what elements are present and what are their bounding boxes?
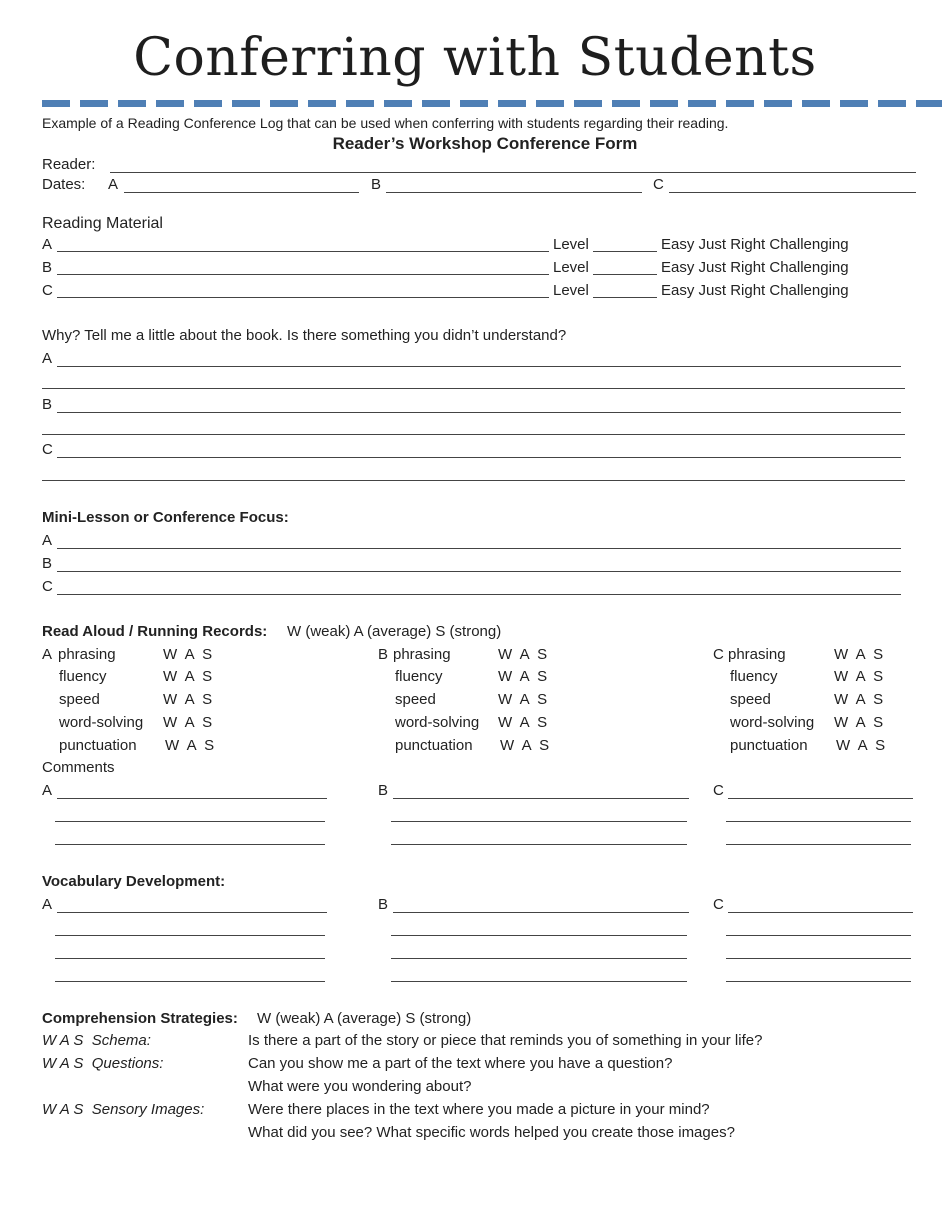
level-b-field[interactable] — [593, 274, 657, 275]
strategy-questions-prompt: Can you show me a part of the text where you have a question? — [248, 1055, 673, 1072]
comments-a-field[interactable] — [57, 798, 327, 799]
ra-b-skill-phrasing: phrasing — [393, 646, 451, 663]
focus-b-label: B — [42, 555, 53, 572]
comments-b-field-3[interactable] — [391, 844, 687, 845]
why-c-field[interactable] — [57, 457, 901, 458]
dashed-divider — [42, 100, 942, 107]
comments-c-label: C — [713, 782, 724, 799]
strategy-sensory-prompt: Were there places in the text where you made a picture in your mind? — [248, 1101, 710, 1118]
date-c-label: C — [653, 176, 664, 193]
date-a-field[interactable] — [124, 192, 359, 193]
date-a-label: A — [108, 176, 119, 193]
comments-c-field-2[interactable] — [726, 821, 911, 822]
dates-label: Dates: — [42, 176, 86, 193]
why-a-field[interactable] — [57, 366, 901, 367]
ra-a-rating-fluency[interactable]: W A S — [163, 668, 213, 685]
date-b-label: B — [371, 176, 382, 193]
strategy-sensory-label: W A S Sensory Images: — [42, 1101, 205, 1118]
comments-b-field[interactable] — [393, 798, 689, 799]
vocab-b-label: B — [378, 896, 389, 913]
vocab-a-label: A — [42, 896, 53, 913]
ra-c-skill-speed: speed — [730, 691, 771, 708]
read-aloud-heading: Read Aloud / Running Records: — [42, 623, 268, 640]
comments-c-field[interactable] — [728, 798, 913, 799]
vocab-heading: Vocabulary Development: — [42, 873, 226, 890]
comments-label: Comments — [42, 759, 115, 776]
page-title: Conferring with Students — [133, 28, 817, 88]
ra-b-rating-word-solving[interactable]: W A S — [498, 714, 548, 731]
reader-label: Reader: — [42, 156, 96, 173]
ra-a-skill-speed: speed — [59, 691, 100, 708]
vocab-c-field-3[interactable] — [726, 958, 911, 959]
vocab-b-field-4[interactable] — [391, 981, 687, 982]
ra-c-skill-fluency: fluency — [730, 668, 778, 685]
reading-material-heading: Reading Material — [42, 215, 163, 232]
comments-a-field-2[interactable] — [55, 821, 325, 822]
reader-field[interactable] — [110, 172, 916, 173]
form-title: Reader’s Workshop Conference Form — [332, 134, 638, 153]
focus-b-field[interactable] — [57, 571, 901, 572]
ra-b-rating-punctuation[interactable]: W A S — [500, 737, 550, 754]
vocab-a-field-3[interactable] — [55, 958, 325, 959]
vocab-b-field-3[interactable] — [391, 958, 687, 959]
ra-b-skill-punctuation: punctuation — [395, 737, 473, 754]
difficulty-a: Easy Just Right Challenging — [661, 236, 849, 253]
strategy-questions-prompt-2: What were you wondering about? — [248, 1078, 472, 1095]
material-a-label: A — [42, 236, 53, 253]
focus-c-label: C — [42, 578, 53, 595]
material-b-field[interactable] — [57, 274, 549, 275]
strategy-schema-prompt: Is there a part of the story or piece that reminds you of something in your life? — [248, 1032, 763, 1049]
intro-text: Example of a Reading Conference Log that can be used when conferring with students regarding their reading. — [42, 115, 729, 131]
material-c-label: C — [42, 282, 53, 299]
material-b-label: B — [42, 259, 53, 276]
ra-c-rating-phrasing[interactable]: W A S — [834, 646, 884, 663]
why-question: Why? Tell me a little about the book. Is there something you didn’t understand? — [42, 327, 567, 344]
vocab-b-field[interactable] — [393, 912, 689, 913]
strategy-sensory-prompt-2: What did you see? What specific words helped you create those images? — [248, 1124, 735, 1141]
comments-b-label: B — [378, 782, 389, 799]
ra-a-rating-speed[interactable]: W A S — [163, 691, 213, 708]
level-a-label: Level — [553, 236, 589, 253]
level-c-label: Level — [553, 282, 589, 299]
ra-a-rating-word-solving[interactable]: W A S — [163, 714, 213, 731]
vocab-c-field-4[interactable] — [726, 981, 911, 982]
comprehension-scale: W (weak) A (average) S (strong) — [257, 1010, 472, 1027]
date-b-field[interactable] — [386, 192, 642, 193]
ra-b-skill-speed: speed — [395, 691, 436, 708]
strategy-schema-label: W A S Schema: — [42, 1032, 151, 1049]
why-a-label: A — [42, 350, 53, 367]
ra-c-rating-speed[interactable]: W A S — [834, 691, 884, 708]
ra-a-rating-phrasing[interactable]: W A S — [163, 646, 213, 663]
vocab-c-field[interactable] — [728, 912, 913, 913]
read-aloud-scale: W (weak) A (average) S (strong) — [287, 623, 502, 640]
focus-a-field[interactable] — [57, 548, 901, 549]
level-a-field[interactable] — [593, 251, 657, 252]
ra-a-skill-phrasing: phrasing — [58, 646, 116, 663]
difficulty-b: Easy Just Right Challenging — [661, 259, 849, 276]
comments-c-field-3[interactable] — [726, 844, 911, 845]
focus-a-label: A — [42, 532, 53, 549]
ra-c-rating-punctuation[interactable]: W A S — [836, 737, 886, 754]
focus-heading: Mini-Lesson or Conference Focus: — [42, 509, 289, 526]
ra-b-rating-speed[interactable]: W A S — [498, 691, 548, 708]
material-a-field[interactable] — [57, 251, 549, 252]
ra-c-skill-word-solving: word-solving — [730, 714, 815, 731]
why-b-field-2[interactable] — [42, 434, 905, 435]
strategy-questions-label: W A S Questions: — [42, 1055, 164, 1072]
material-c-field[interactable] — [57, 297, 549, 298]
ra-b-label: B — [378, 646, 389, 663]
focus-c-field[interactable] — [57, 594, 901, 595]
ra-c-rating-fluency[interactable]: W A S — [834, 668, 884, 685]
ra-b-rating-phrasing[interactable]: W A S — [498, 646, 548, 663]
date-c-field[interactable] — [669, 192, 916, 193]
vocab-a-field-4[interactable] — [55, 981, 325, 982]
ra-b-skill-fluency: fluency — [395, 668, 443, 685]
ra-c-skill-punctuation: punctuation — [730, 737, 808, 754]
why-b-label: B — [42, 396, 53, 413]
why-c-field-2[interactable] — [42, 480, 905, 481]
why-b-field[interactable] — [57, 412, 901, 413]
ra-a-label: A — [42, 646, 53, 663]
why-a-field-2[interactable] — [42, 388, 905, 389]
vocab-b-field-2[interactable] — [391, 935, 687, 936]
comments-a-label: A — [42, 782, 53, 799]
ra-b-skill-word-solving: word-solving — [395, 714, 480, 731]
difficulty-c: Easy Just Right Challenging — [661, 282, 849, 299]
ra-a-rating-punctuation[interactable]: W A S — [165, 737, 215, 754]
ra-c-skill-phrasing: phrasing — [728, 646, 786, 663]
comments-a-field-3[interactable] — [55, 844, 325, 845]
ra-b-rating-fluency[interactable]: W A S — [498, 668, 548, 685]
ra-a-skill-fluency: fluency — [59, 668, 107, 685]
why-c-label: C — [42, 441, 53, 458]
comments-b-field-2[interactable] — [391, 821, 687, 822]
comprehension-heading: Comprehension Strategies: — [42, 1010, 238, 1027]
ra-a-skill-punctuation: punctuation — [59, 737, 137, 754]
ra-a-skill-word-solving: word-solving — [59, 714, 144, 731]
vocab-a-field[interactable] — [57, 912, 327, 913]
vocab-c-field-2[interactable] — [726, 935, 911, 936]
ra-c-rating-word-solving[interactable]: W A S — [834, 714, 884, 731]
vocab-a-field-2[interactable] — [55, 935, 325, 936]
level-b-label: Level — [553, 259, 589, 276]
vocab-c-label: C — [713, 896, 724, 913]
ra-c-label: C — [713, 646, 724, 663]
level-c-field[interactable] — [593, 297, 657, 298]
